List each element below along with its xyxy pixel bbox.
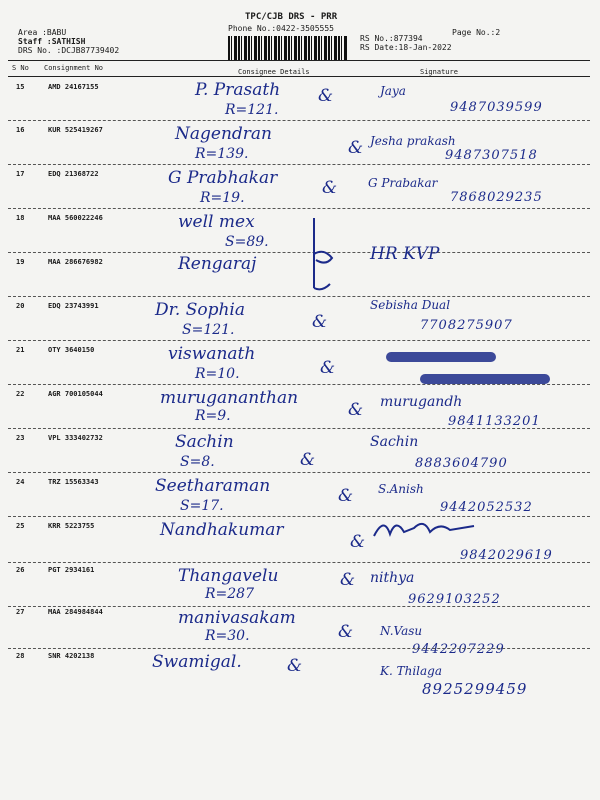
- row-consignment: AMD 24167155: [48, 83, 99, 91]
- signature: G Prabakar: [368, 176, 438, 190]
- signature: Jaya: [380, 84, 406, 98]
- rs-date: RS Date:18-Jan-2022: [360, 43, 452, 52]
- ampersand-mark: &: [340, 570, 356, 590]
- row-consignment: MAA 284984844: [48, 608, 103, 616]
- row-consignment: PGT 2934161: [48, 566, 95, 574]
- scribbled-signature: [386, 352, 496, 362]
- row-consignment: OTY 3640150: [48, 346, 95, 354]
- row-sno: 18: [16, 214, 25, 222]
- phone: 9842029619: [460, 548, 553, 563]
- phone: 9841133201: [448, 414, 541, 429]
- phone: 9629103252: [408, 592, 501, 607]
- row-sno: 15: [16, 83, 25, 91]
- signature: N.Vasu: [380, 624, 423, 638]
- consignee-name: Sachin: [175, 432, 234, 452]
- signature: murugandh: [380, 394, 463, 410]
- consignee-code: R=30.: [205, 628, 250, 644]
- row-sno: 17: [16, 170, 25, 178]
- row-divider: [8, 252, 590, 253]
- row-divider: [8, 428, 590, 429]
- ampersand-mark: &: [350, 532, 366, 552]
- row-consignment: KRR 5223755: [48, 522, 95, 530]
- consignee-name: G Prabhakar: [168, 168, 278, 188]
- ampersand-mark: &: [348, 400, 364, 420]
- row-consignment: AGR 700105044: [48, 390, 103, 398]
- consignee-name: Nandhakumar: [160, 520, 284, 540]
- row-divider: [8, 340, 590, 341]
- consignee-code: R=19.: [200, 190, 245, 206]
- rs-number: RS No.:877394: [360, 34, 423, 43]
- row-consignment: VPL 333402732: [48, 434, 103, 442]
- consignee-name: Nagendran: [175, 124, 272, 144]
- row-divider: [8, 516, 590, 517]
- ampersand-mark: &: [322, 178, 338, 198]
- row-sno: 19: [16, 258, 25, 266]
- consignee-code: R=121.: [225, 102, 279, 118]
- signature: K. Thilaga: [380, 664, 442, 678]
- phone: 9487307518: [445, 148, 538, 163]
- row-divider: [8, 296, 590, 297]
- row-divider: [8, 472, 590, 473]
- phone: 8925299459: [422, 680, 528, 698]
- header-rule-top: [8, 60, 590, 61]
- consignee-code: R=10.: [195, 366, 240, 382]
- row-sno: 23: [16, 434, 25, 442]
- consignee-name: Rengaraj: [178, 254, 257, 274]
- row-sno: 25: [16, 522, 25, 530]
- page-number: Page No.:2: [452, 28, 501, 37]
- consignee-name: viswanath: [168, 344, 256, 364]
- consignee-name: Seetharaman: [155, 476, 271, 496]
- row-consignment: SNR 4202138: [48, 652, 95, 660]
- col-consignee: Consignee Details: [238, 68, 310, 76]
- drs-number: DRS No. :DCJB87739402: [18, 46, 120, 55]
- phone: 9442052532: [440, 500, 533, 515]
- signature: nithya: [370, 570, 415, 586]
- phone: 7708275907: [420, 318, 513, 333]
- ampersand-mark: &: [348, 138, 364, 158]
- row-consignment: TRZ 15563343: [48, 478, 99, 486]
- ampersand-mark: &: [320, 358, 336, 378]
- consignee-name: manivasakam: [178, 608, 296, 628]
- ampersand-mark: &: [287, 656, 303, 676]
- consignee-code: R=287: [205, 586, 254, 602]
- phone: 9487039599: [450, 100, 543, 115]
- document-title: TPC/CJB DRS - PRR: [245, 12, 338, 22]
- consignee-name: Thangavelu: [178, 566, 279, 586]
- ampersand-mark: &: [318, 86, 334, 106]
- row-sno: 28: [16, 652, 25, 660]
- row-divider: [8, 164, 590, 165]
- signature: Sachin: [370, 434, 419, 450]
- row-divider: [8, 120, 590, 121]
- area-label: Area :BABU: [18, 28, 67, 37]
- row-consignment: KUR 525419267: [48, 126, 103, 134]
- row-consignment: MAA 286676982: [48, 258, 103, 266]
- consignee-name: well mex: [178, 212, 255, 232]
- row-divider: [8, 208, 590, 209]
- header-rule-bottom: [8, 76, 590, 77]
- staff-label: Staff :SATHISH: [18, 37, 86, 46]
- ampersand-mark: &: [338, 486, 354, 506]
- ampersand-mark: &: [300, 450, 316, 470]
- col-sno: S No: [12, 64, 29, 72]
- row-sno: 27: [16, 608, 25, 616]
- consignee-code: S=121.: [182, 322, 235, 338]
- bracket-mark: [300, 214, 340, 294]
- row-sno: 16: [16, 126, 25, 134]
- signature: HR KVP: [370, 244, 440, 264]
- signature: Jesha prakash: [370, 134, 456, 148]
- row-consignment: EDQ 23743991: [48, 302, 99, 310]
- row-divider: [8, 562, 590, 563]
- consignee-code: S=8.: [180, 454, 215, 470]
- barcode: [228, 36, 348, 60]
- signature: Sebisha Dual: [370, 298, 451, 312]
- col-signature: Signature: [420, 68, 458, 76]
- row-sno: 21: [16, 346, 25, 354]
- phone: 7868029235: [450, 190, 543, 205]
- row-divider: [8, 606, 590, 607]
- row-divider: [8, 648, 590, 649]
- signature: S.Anish: [378, 482, 424, 496]
- phone: 8883604790: [415, 456, 508, 471]
- phone: 9442207229: [412, 642, 505, 657]
- scribbled-phone: [420, 374, 550, 384]
- consignee-name: murugananthan: [160, 388, 299, 408]
- phone-number: Phone No.:0422-3505555: [228, 24, 334, 33]
- row-consignment: MAA 560022246: [48, 214, 103, 222]
- row-sno: 26: [16, 566, 25, 574]
- consignee-name: Dr. Sophia: [155, 300, 245, 320]
- row-sno: 22: [16, 390, 25, 398]
- consignee-code: S=17.: [180, 498, 224, 514]
- ampersand-mark: &: [312, 312, 328, 332]
- col-consignment: Consignment No: [44, 64, 104, 72]
- consignee-code: R=139.: [195, 146, 249, 162]
- row-consignment: EDQ 21368722: [48, 170, 99, 178]
- ampersand-mark: &: [338, 622, 354, 642]
- consignee-name: P. Prasath: [195, 80, 281, 100]
- row-divider: [8, 384, 590, 385]
- signature-scrawl: [370, 514, 480, 544]
- row-sno: 24: [16, 478, 25, 486]
- consignee-code: R=9.: [195, 408, 231, 424]
- consignee-name: Swamigal.: [152, 652, 242, 672]
- consignee-code: S=89.: [225, 234, 269, 250]
- row-sno: 20: [16, 302, 25, 310]
